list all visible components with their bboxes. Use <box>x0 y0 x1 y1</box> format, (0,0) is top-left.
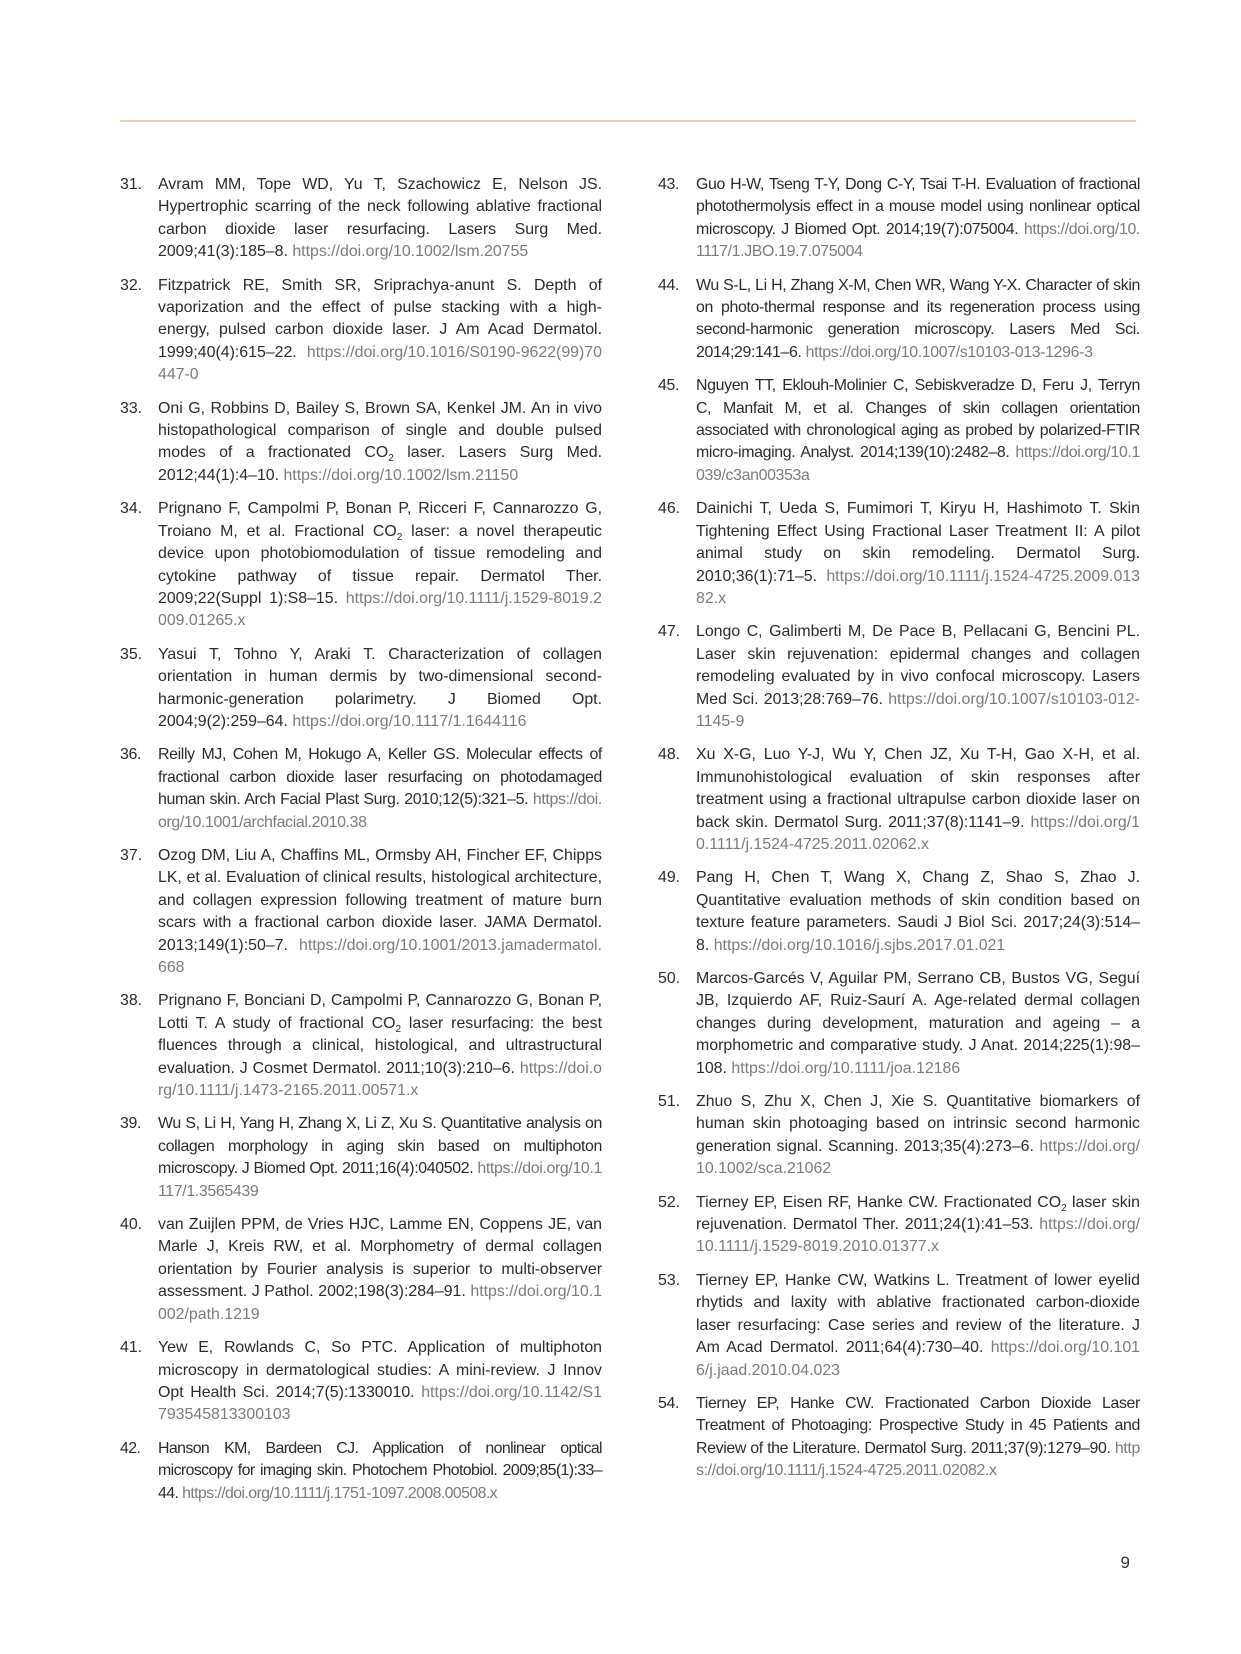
doi-link[interactable]: https://doi.org/10.1002/path.1219 <box>158 1283 602 1323</box>
reference-text: Fitzpatrick RE, Smith SR, Sriprachya-anunt S. Depth of vaporization and the effect of pulse stacking with a high-energy, pulsed carbon dioxide laser. J Am Acad Dermatol. 1999;40(4):615–22. <box>158 276 602 361</box>
doi-link[interactable]: https://doi.org/10.1016/j.sjbs.2017.01.021 <box>713 936 1006 954</box>
reference-text: Yasui T, Tohno Y, Araki T. Characterization of collagen orientation in human dermis by two-dimensional second-harmonic-generation polarimetry. J Biomed Opt. 2004;9(2):259–64. <box>158 645 602 730</box>
doi-link[interactable]: https://doi.org/10.1111/j.1751-1097.2008.00508.x <box>182 1484 498 1502</box>
reference-number: 52. <box>658 1193 681 1211</box>
doi-link[interactable]: https://doi.org/10.1111/j.1524-4725.2011.02062.x <box>696 813 1140 853</box>
reference-number: 45. <box>658 377 680 395</box>
subscript: 2 <box>388 453 394 465</box>
reference-number: 41. <box>120 1339 143 1357</box>
reference-text: Reilly MJ, Cohen M, Hokugo A, Keller GS. Molecular effects of fractional carbon dioxide laser resurfacing on photodamaged human skin. Arch Facial Plast Surg. 2010;12(5):321–5. <box>158 746 602 809</box>
reference-31 <box>120 174 602 264</box>
doi-link[interactable]: https://doi.org/10.1111/j.1473-2165.2011.00571.x <box>158 1059 603 1100</box>
reference-number: 35. <box>120 645 143 663</box>
reference-39 <box>120 1113 602 1203</box>
reference-text: Oni G, Robbins D, Bailey S, Brown SA, Kenkel JM. An in vivo histopathological comparison of single and double pulsed modes of a fractionated CO <box>158 399 602 462</box>
doi-link[interactable]: https://doi.org/10.1111/j.1529-8019.2009.01265.x <box>158 589 602 630</box>
reference-number: 36. <box>120 746 142 764</box>
reference-number: 31. <box>120 176 143 193</box>
reference-38 <box>120 990 602 1102</box>
doi-link[interactable]: https://doi.org/10.1111/j.1524-4725.2009.01382.x <box>696 567 1140 607</box>
reference-text: Avram MM, Tope WD, Yu T, Szachowicz E, Nelson JS. Hypertrophic scarring of the neck following ablative fractional carbon dioxide laser resurfacing. Lasers Surg Med. 2009;41(3):185–8. <box>158 176 602 261</box>
reference-text: Dainichi T, Ueda S, Fumimori T, Kiryu H, Hashimoto T. Skin Tightening Effect Using Fractional Laser Treatment II: A pilot animal study on skin remodeling. Dermatol Surg. 2010;36(1):71–5. <box>696 500 1140 585</box>
doi-link[interactable]: https://doi.org/10.1007/s10103-013-1296-3 <box>805 343 1093 361</box>
doi-link[interactable]: https://doi.org/10.1002/lsm.20755 <box>292 243 529 261</box>
reference-text: Wu S, Li H, Yang H, Zhang X, Li Z, Xu S. Quantitative analysis on collagen morphology in aging skin based on multiphoton microscopy. J Biomed Opt. 2011;16(4):040502. <box>158 1115 602 1178</box>
reference-number: 46. <box>658 500 681 518</box>
reference-text: Prignano F, Campolmi P, Bonan P, Ricceri F, Cannarozzo G, Troiano M, et al. Fractional CO <box>158 500 602 540</box>
reference-number: 50. <box>658 970 681 987</box>
reference-number: 53. <box>658 1271 681 1289</box>
reference-text: Hanson KM, Bardeen CJ. Application of nonlinear optical microscopy for imaging skin. Photochem Photobiol. 2009;85(1):33–44. <box>158 1439 602 1502</box>
reference-44 <box>658 275 1140 365</box>
reference-50 <box>658 968 1140 1080</box>
doi-link[interactable]: https://doi.org/10.1117/1.3565439 <box>158 1160 602 1200</box>
subscript: 2 <box>1061 1202 1067 1214</box>
reference-number: 51. <box>658 1093 681 1111</box>
reference-number: 54. <box>658 1394 680 1412</box>
doi-link[interactable]: https://doi.org/10.1142/S1793545813300103 <box>158 1383 602 1424</box>
reference-text-cont: laser. Lasers Surg Med. 2012;44(1):4–10. <box>158 444 602 484</box>
doi-link[interactable]: https://doi.org/10.1016/S0190-9622(99)70447-0 <box>158 343 602 384</box>
reference-number: 42. <box>120 1439 141 1457</box>
reference-text-cont: laser skin rejuvenation. Dermatol Ther. 2011;24(1):41–53. <box>696 1193 1141 1234</box>
reference-48 <box>658 744 1140 856</box>
reference-number: 44. <box>658 276 680 294</box>
reference-47 <box>658 621 1140 733</box>
doi-link[interactable]: https://doi.org/10.1007/s10103-012-1145-9 <box>696 690 1140 730</box>
doi-link[interactable]: https://doi.org/10.1002/sca.21062 <box>696 1137 1141 1178</box>
page-number: 9 <box>1120 1553 1130 1572</box>
reference-52 <box>658 1192 1140 1259</box>
reference-46 <box>658 498 1140 610</box>
doi-link[interactable]: https://doi.org/10.1039/c3an00353a <box>696 444 1140 484</box>
reference-49 <box>658 867 1140 957</box>
reference-number: 48. <box>658 746 681 764</box>
reference-number: 40. <box>120 1216 143 1234</box>
reference-text: Zhuo S, Zhu X, Chen J, Xie S. Quantitative biomarkers of human skin photoaging based on intrinsic second harmonic generation signal. Scanning. 2013;35(4):273–6. <box>696 1093 1140 1155</box>
reference-41 <box>120 1337 602 1427</box>
reference-number: 49. <box>658 869 681 887</box>
doi-link[interactable]: https://doi.org/10.1111/joa.12186 <box>731 1059 961 1077</box>
reference-32 <box>120 275 602 387</box>
reference-33 <box>120 398 602 488</box>
reference-text: Ozog DM, Liu A, Chaffins ML, Ormsby AH, Fincher EF, Chipps LK, et al. Evaluation of clinical results, histological architecture, and collagen expression following treatment of mature burn scars with a fractional carbon dioxide laser. JAMA Dermatol. 2013;149(1):50–7. <box>158 846 602 954</box>
reference-text: Tierney EP, Hanke CW, Watkins L. Treatment of lower eyelid rhytids and laxity with ablative fractionated carbon-dioxide laser resurfacing: Case series and review of the literature. J Am Acad Dermatol. 2011;64(4):730–40. <box>696 1271 1140 1357</box>
reference-42 <box>120 1438 602 1505</box>
reference-40 <box>120 1214 602 1326</box>
reference-text: Nguyen TT, Eklouh-Molinier C, Sebiskveradze D, Feru J, Terryn C, Manfait M, et al. Changes of skin collagen orientation associated with chronological aging as probed by polarized-FTIR micro-imaging. Analyst. 2014;139(10):2482–8. <box>696 377 1140 462</box>
doi-link[interactable]: https://doi.org/10.1117/1.JBO.19.7.075004 <box>696 220 1140 261</box>
reference-36 <box>120 744 602 834</box>
reference-54 <box>658 1393 1140 1483</box>
reference-text: van Zuijlen PPM, de Vries HJC, Lamme EN, Coppens JE, van Marle J, Kreis RW, et al. Morphometry of dermal collagen orientation by Fourier analysis is superior to multi-observer assessment. J Pathol. 2002;198(3):284–91. <box>158 1216 602 1301</box>
doi-link[interactable]: https://doi.org/10.1001/archfacial.2010.38 <box>158 791 602 831</box>
references-column-right <box>658 174 1140 1494</box>
reference-text: Pang H, Chen T, Wang X, Chang Z, Shao S, Zhao J. Quantitative evaluation methods of skin condition based on texture feature parameters. Saudi J Biol Sci. 2017;24(3):514–8. <box>696 869 1140 954</box>
reference-number: 43. <box>658 176 680 193</box>
reference-53 <box>658 1270 1140 1382</box>
reference-text: Xu X-G, Luo Y-J, Wu Y, Chen JZ, Xu T-H, Gao X-H, et al. Immunohistological evaluation of skin responses after treatment using a fractional ultrapulse carbon dioxide laser on back skin. Dermatol Surg. 2011;37(8):1141–9. <box>696 746 1140 831</box>
subscript: 2 <box>395 1023 402 1035</box>
reference-number: 34. <box>120 500 143 518</box>
doi-link[interactable]: https://doi.org/10.1002/lsm.21150 <box>283 466 519 484</box>
reference-text: Prignano F, Bonciani D, Campolmi P, Cannarozzo G, Bonan P, Lotti T. A study of fractional CO <box>158 992 602 1032</box>
reference-34 <box>120 498 602 632</box>
reference-number: 32. <box>120 276 143 294</box>
reference-text: Tierney EP, Hanke CW. Fractionated Carbon Dioxide Laser Treatment of Photoaging: Prospective Study in 45 Patients and Review of the Literature. Dermatol Surg. 2011;37(9):1279–90. <box>696 1394 1140 1457</box>
reference-37 <box>120 845 602 979</box>
header-rule <box>120 120 1136 122</box>
reference-text: Longo C, Galimberti M, De Pace B, Pellacani G, Bencini PL. Laser skin rejuvenation: epidermal changes and collagen remodeling evaluated by in vivo confocal microscopy. Lasers Med Sci. 2013;28:769–76. <box>696 623 1140 708</box>
reference-text: Wu S-L, Li H, Zhang X-M, Chen WR, Wang Y-X. Character of skin on photo-thermal response and its regeneration process using second-harmonic generation microscopy. Lasers Med Sci. 2014;29:141–6. <box>696 276 1140 361</box>
reference-text-cont: laser: a novel therapeutic device upon photobiomodulation of tissue remodeling and cytokine pathway of tissue repair. Dermatol Ther. 2009;22(Suppl 1):S8–15. <box>158 522 602 607</box>
reference-number: 33. <box>120 399 143 417</box>
reference-45 <box>658 375 1140 487</box>
reference-43 <box>658 174 1140 264</box>
reference-number: 38. <box>120 992 143 1010</box>
reference-35 <box>120 644 602 734</box>
doi-link[interactable]: https://doi.org/10.1016/j.jaad.2010.04.023 <box>696 1339 1140 1379</box>
doi-link[interactable]: https://doi.org/10.1111/j.1529-8019.2010.01377.x <box>696 1216 1140 1256</box>
reference-text-cont: laser resurfacing: the best fluences through a clinical, histological, and ultrastructural evaluation. J Cosmet Dermatol. 2011;10(3):210–6. <box>158 1014 602 1077</box>
doi-link[interactable]: https://doi.org/10.1111/j.1524-4725.2011.02082.x <box>696 1439 1140 1480</box>
reference-number: 39. <box>120 1115 142 1133</box>
doi-link[interactable]: https://doi.org/10.1001/2013.jamadermatol.668 <box>158 936 602 976</box>
reference-text: Yew E, Rowlands C, So PTC. Application of multiphoton microscopy in dermatological studies: A mini-review. J Innov Opt Health Sci. 2014;7(5):1330010. <box>158 1339 602 1401</box>
reference-text: Marcos-Garcés V, Aguilar PM, Serrano CB, Bustos VG, Seguí JB, Izquierdo AF, Ruiz-Saurí A. Age-related dermal collagen changes during development, maturation and ageing – a morphometric and comparative study. J Anat. 2014;225(1):98–108. <box>696 970 1140 1077</box>
reference-number: 37. <box>120 846 143 864</box>
references-column-left <box>120 174 602 1516</box>
reference-number: 47. <box>658 623 681 641</box>
doi-link[interactable]: https://doi.org/10.1117/1.1644116 <box>292 712 527 730</box>
reference-51 <box>658 1091 1140 1181</box>
subscript: 2 <box>396 531 403 543</box>
reference-text: Tierney EP, Eisen RF, Hanke CW. Fractionated CO <box>696 1193 1062 1211</box>
reference-text: Guo H-W, Tseng T-Y, Dong C-Y, Tsai T-H. Evaluation of fractional photothermolysis effect in a mouse model using nonlinear optical microscopy. J Biomed Opt. 2014;19(7):075004. <box>696 176 1140 238</box>
